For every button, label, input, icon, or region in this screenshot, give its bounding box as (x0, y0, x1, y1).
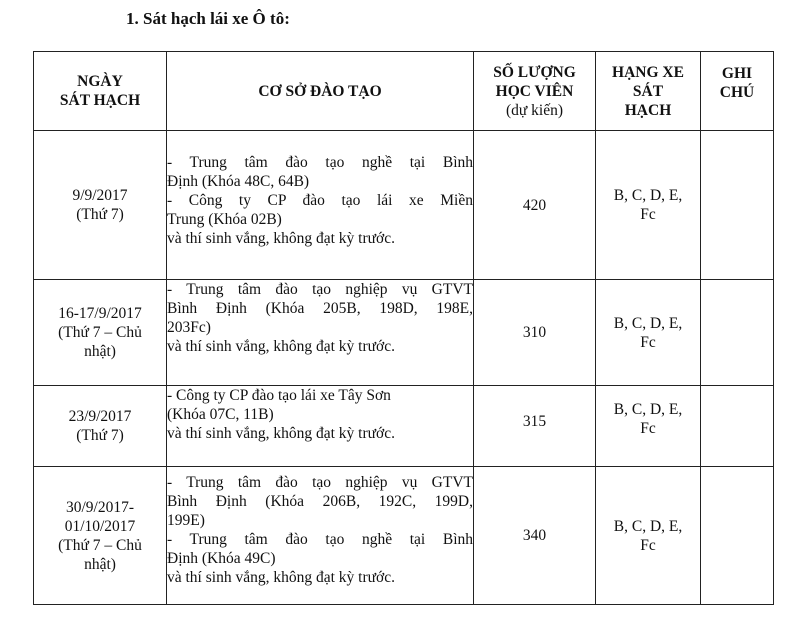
header-exam-date (34, 52, 167, 131)
exam-day: (Thứ 7 – Chủ (58, 536, 142, 554)
training-centre-cell (167, 386, 474, 467)
note-cell (701, 280, 774, 386)
training-centre-line: và thí sinh vắng, không đạt kỳ trước. (167, 230, 395, 247)
license-class-line: Fc (640, 333, 656, 351)
table-row (34, 280, 774, 386)
exam-date-cell (34, 131, 167, 280)
note-cell (701, 467, 774, 605)
training-centre-line: 199E) (167, 512, 205, 529)
training-centre-cell (167, 131, 474, 280)
license-class-cell (596, 386, 701, 467)
training-centre-line: - Trung tâm đào tạo nghiệp vụ GTVT (167, 281, 473, 298)
training-centre-line: - Trung tâm đào tạo nghề tại Bình (167, 531, 473, 548)
note-cell (701, 386, 774, 467)
training-centre-line: 203Fc) (167, 319, 211, 336)
training-centre-cell (167, 280, 474, 386)
training-centre-line: Định (Khóa 48C, 64B) (167, 173, 310, 190)
exam-date-cell (34, 386, 167, 467)
exam-day: (Thứ 7) (76, 206, 124, 223)
license-class-line: B, C, D, E, (613, 517, 683, 535)
header-student-count (474, 52, 596, 131)
training-centre-line: Trung (Khóa 02B) (167, 211, 282, 228)
training-centre-line: Bình Định (Khóa 205B, 198D, 198E, (167, 300, 473, 317)
training-centre-cell (167, 467, 474, 605)
note-cell (701, 131, 774, 280)
header-license-class (596, 52, 701, 131)
table-row (34, 467, 774, 605)
exam-day: (Thứ 7) (76, 427, 124, 444)
section-heading: 1. Sát hạch lái xe Ô tô: (126, 9, 290, 28)
student-count-cell (474, 386, 596, 467)
student-count-cell (474, 467, 596, 605)
training-centre-line: - Trung tâm đào tạo nghiệp vụ GTVT (167, 474, 473, 491)
header-license-class-line: HẠNG XE (612, 63, 684, 81)
student-count-cell (474, 280, 596, 386)
header-exam-date-line: SÁT HẠCH (59, 92, 141, 109)
exam-day: (Thứ 7 – Chủ (58, 324, 142, 341)
table-row (34, 386, 774, 467)
training-centre-line: và thí sinh vắng, không đạt kỳ trước. (167, 569, 395, 586)
training-centre-line: (Khóa 07C, 11B) (167, 406, 274, 423)
exam-date: 30/9/2017- (65, 498, 135, 516)
training-centre-line: và thí sinh vắng, không đạt kỳ trước. (167, 425, 395, 442)
header-note (701, 52, 774, 131)
header-training-centre-label: CƠ SỞ ĐÀO TẠO (258, 82, 382, 100)
header-training-centre (167, 52, 474, 131)
license-class-line: Fc (640, 420, 656, 437)
exam-date-cell (34, 467, 167, 605)
training-centre-line: - Trung tâm đào tạo nghề tại Bình (167, 154, 473, 171)
training-centre-line: Bình Định (Khóa 206B, 192C, 199D, (167, 493, 473, 510)
license-class-line: B, C, D, E, (613, 401, 683, 418)
exam-date: 16-17/9/2017 (58, 305, 142, 322)
training-centre-line: và thí sinh vắng, không đạt kỳ trước. (167, 338, 395, 355)
license-class-line: B, C, D, E, (613, 314, 683, 332)
license-class-cell (596, 467, 701, 605)
license-class-line: B, C, D, E, (613, 187, 683, 204)
student-count: 420 (522, 196, 547, 214)
exam-date: 23/9/2017 (68, 408, 132, 425)
student-count: 310 (522, 324, 547, 341)
student-count-cell (474, 131, 596, 280)
header-note-line: GHI (721, 65, 753, 82)
table-row (34, 131, 774, 280)
training-centre-line: Định (Khóa 49C) (167, 550, 276, 567)
table-header-row (34, 52, 774, 131)
header-student-count-line: HỌC VIÊN (495, 82, 574, 100)
exam-date: 01/10/2017 (64, 517, 136, 535)
license-class-cell (596, 280, 701, 386)
training-centre-line: - Công ty CP đào tạo lái xe Miền (167, 192, 473, 209)
student-count: 315 (522, 413, 547, 430)
header-student-count-note: (dự kiến) (505, 101, 564, 119)
header-license-class-line: HẠCH (624, 101, 672, 119)
header-note-line: CHÚ (719, 84, 755, 101)
license-class-line: Fc (640, 536, 656, 554)
exam-date-cell (34, 280, 167, 386)
header-exam-date-line: NGÀY (77, 73, 123, 90)
training-centre-line: - Công ty CP đào tạo lái xe Tây Sơn (167, 387, 391, 404)
exam-schedule-table (33, 51, 774, 605)
exam-day: nhật) (84, 343, 116, 360)
exam-date: 9/9/2017 (72, 187, 128, 204)
license-class-line: Fc (640, 206, 656, 223)
header-student-count-line: SỐ LƯỢNG (493, 63, 576, 81)
exam-day: nhật) (84, 555, 116, 573)
student-count: 340 (522, 527, 547, 544)
license-class-cell (596, 131, 701, 280)
header-license-class-line: SÁT (632, 82, 664, 100)
